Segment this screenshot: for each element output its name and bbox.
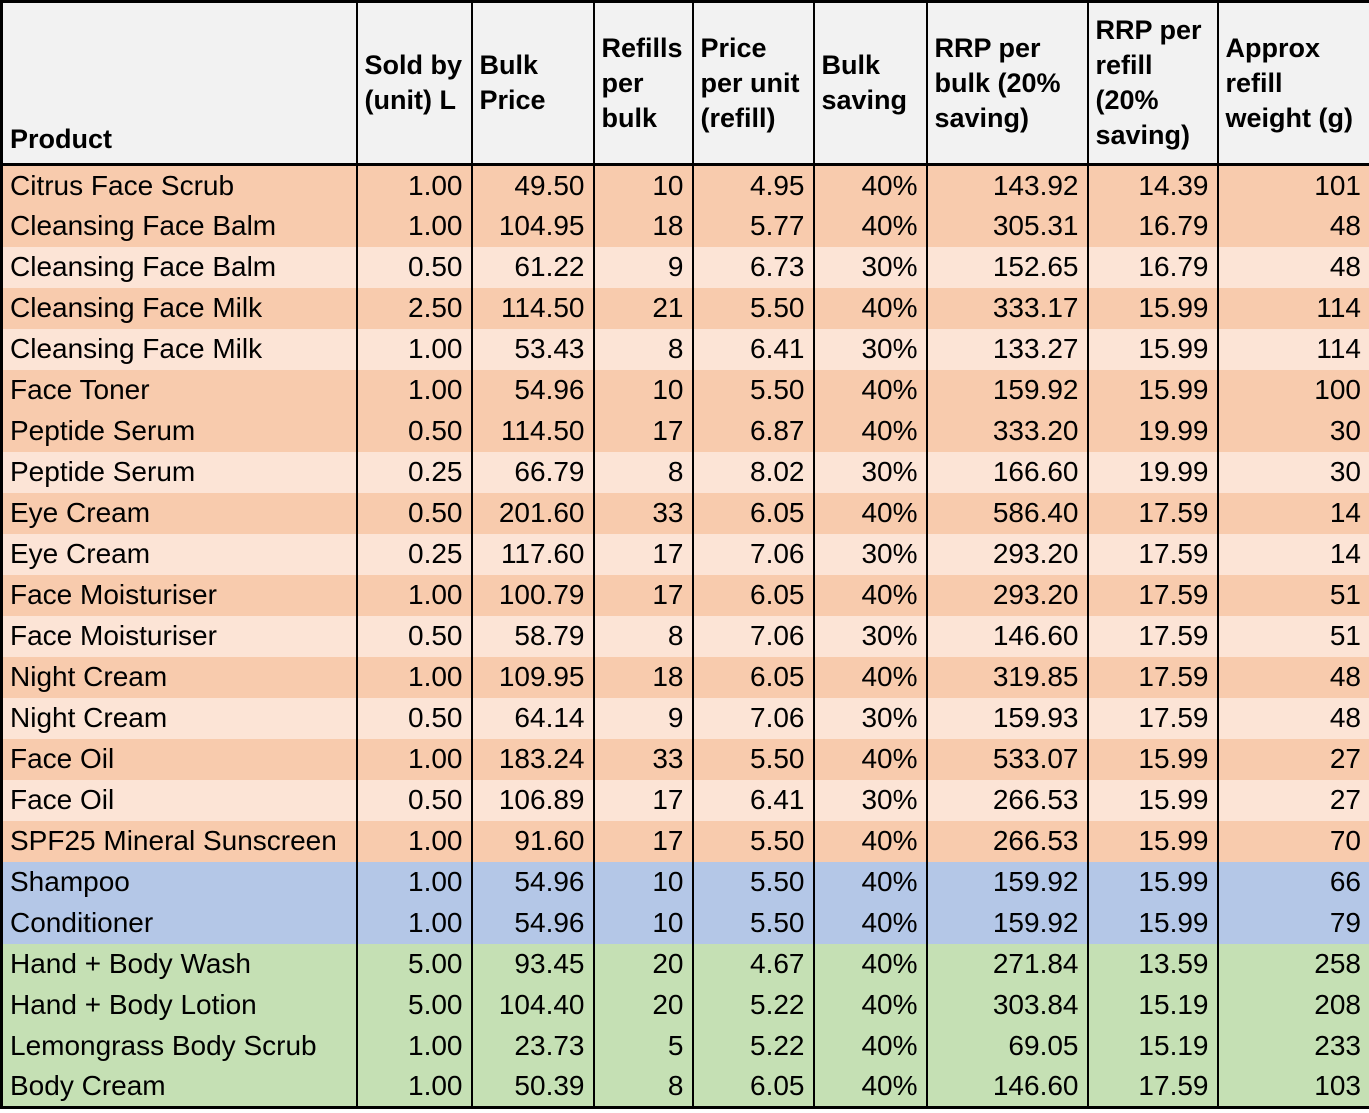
value-cell: 20: [594, 944, 693, 985]
table-row: [2, 329, 1369, 370]
table-row: [2, 985, 1369, 1026]
product-cell: Cleansing Face Milk: [2, 329, 357, 370]
value-cell: 533.07: [927, 739, 1088, 780]
value-cell: 114: [1218, 288, 1369, 329]
value-cell: 0.50: [357, 493, 472, 534]
value-cell: 101: [1218, 165, 1369, 206]
value-cell: 114: [1218, 329, 1369, 370]
value-cell: 16.79: [1088, 206, 1218, 247]
value-cell: 79: [1218, 903, 1369, 944]
value-cell: 15.99: [1088, 903, 1218, 944]
value-cell: 30%: [814, 247, 927, 288]
value-cell: 5.50: [693, 370, 814, 411]
value-cell: 51: [1218, 575, 1369, 616]
value-cell: 70: [1218, 821, 1369, 862]
value-cell: 103: [1218, 1067, 1369, 1108]
value-cell: 1.00: [357, 165, 472, 206]
value-cell: 48: [1218, 698, 1369, 739]
value-cell: 114.50: [472, 288, 594, 329]
product-cell: Citrus Face Scrub: [2, 165, 357, 206]
column-header-approx-refill-weight: Approx refill weight (g): [1218, 2, 1369, 165]
value-cell: 146.60: [927, 616, 1088, 657]
product-cell: Eye Cream: [2, 534, 357, 575]
value-cell: 18: [594, 657, 693, 698]
value-cell: 40%: [814, 903, 927, 944]
value-cell: 104.40: [472, 985, 594, 1026]
value-cell: 4.95: [693, 165, 814, 206]
table-row: [2, 944, 1369, 985]
value-cell: 15.99: [1088, 862, 1218, 903]
value-cell: 8: [594, 452, 693, 493]
table-row: [2, 206, 1369, 247]
value-cell: 159.92: [927, 862, 1088, 903]
value-cell: 6.87: [693, 411, 814, 452]
value-cell: 17.59: [1088, 534, 1218, 575]
value-cell: 61.22: [472, 247, 594, 288]
column-header-bulk-price: Bulk Price: [472, 2, 594, 165]
value-cell: 1.00: [357, 903, 472, 944]
value-cell: 40%: [814, 739, 927, 780]
value-cell: 54.96: [472, 862, 594, 903]
value-cell: 23.73: [472, 1026, 594, 1067]
value-cell: 1.00: [357, 1067, 472, 1108]
value-cell: 18: [594, 206, 693, 247]
value-cell: 48: [1218, 206, 1369, 247]
value-cell: 5.50: [693, 288, 814, 329]
value-cell: 40%: [814, 862, 927, 903]
value-cell: 5.00: [357, 944, 472, 985]
product-cell: Hand + Body Wash: [2, 944, 357, 985]
value-cell: 93.45: [472, 944, 594, 985]
column-header-rrp-per-bulk: RRP per bulk (20% saving): [927, 2, 1088, 165]
value-cell: 30%: [814, 616, 927, 657]
column-header-product: Product: [2, 2, 357, 165]
value-cell: 30%: [814, 698, 927, 739]
value-cell: 0.25: [357, 534, 472, 575]
table-row: [2, 780, 1369, 821]
value-cell: 143.92: [927, 165, 1088, 206]
product-cell: Face Moisturiser: [2, 616, 357, 657]
value-cell: 10: [594, 370, 693, 411]
value-cell: 13.59: [1088, 944, 1218, 985]
product-cell: Eye Cream: [2, 493, 357, 534]
value-cell: 58.79: [472, 616, 594, 657]
value-cell: 40%: [814, 1067, 927, 1108]
value-cell: 53.43: [472, 329, 594, 370]
table-row: [2, 575, 1369, 616]
value-cell: 40%: [814, 370, 927, 411]
value-cell: 159.93: [927, 698, 1088, 739]
value-cell: 305.31: [927, 206, 1088, 247]
table-row: [2, 247, 1369, 288]
value-cell: 6.41: [693, 780, 814, 821]
value-cell: 183.24: [472, 739, 594, 780]
value-cell: 7.06: [693, 534, 814, 575]
table-row: [2, 616, 1369, 657]
value-cell: 0.50: [357, 780, 472, 821]
value-cell: 152.65: [927, 247, 1088, 288]
product-cell: Cleansing Face Balm: [2, 247, 357, 288]
value-cell: 133.27: [927, 329, 1088, 370]
value-cell: 17: [594, 780, 693, 821]
value-cell: 48: [1218, 657, 1369, 698]
value-cell: 117.60: [472, 534, 594, 575]
value-cell: 5.22: [693, 1026, 814, 1067]
value-cell: 319.85: [927, 657, 1088, 698]
table-row: [2, 903, 1369, 944]
value-cell: 5.50: [693, 903, 814, 944]
table-row: [2, 1026, 1369, 1067]
product-cell: Shampoo: [2, 862, 357, 903]
value-cell: 33: [594, 493, 693, 534]
value-cell: 293.20: [927, 575, 1088, 616]
value-cell: 40%: [814, 657, 927, 698]
value-cell: 14: [1218, 534, 1369, 575]
value-cell: 15.99: [1088, 288, 1218, 329]
table-row: [2, 534, 1369, 575]
value-cell: 166.60: [927, 452, 1088, 493]
value-cell: 8: [594, 1067, 693, 1108]
value-cell: 69.05: [927, 1026, 1088, 1067]
value-cell: 17: [594, 575, 693, 616]
product-cell: Peptide Serum: [2, 411, 357, 452]
column-header-sold-by-unit: Sold by (unit) L: [357, 2, 472, 165]
table-row: [2, 657, 1369, 698]
product-cell: SPF25 Mineral Sunscreen: [2, 821, 357, 862]
value-cell: 15.99: [1088, 370, 1218, 411]
value-cell: 40%: [814, 985, 927, 1026]
value-cell: 30%: [814, 780, 927, 821]
value-cell: 51: [1218, 616, 1369, 657]
product-cell: Face Oil: [2, 739, 357, 780]
product-cell: Cleansing Face Balm: [2, 206, 357, 247]
value-cell: 5.50: [693, 739, 814, 780]
value-cell: 1.00: [357, 206, 472, 247]
table-row: [2, 862, 1369, 903]
product-cell: Cleansing Face Milk: [2, 288, 357, 329]
value-cell: 17: [594, 534, 693, 575]
value-cell: 9: [594, 698, 693, 739]
value-cell: 40%: [814, 165, 927, 206]
value-cell: 40%: [814, 821, 927, 862]
column-header-rrp-per-refill: RRP per refill (20% saving): [1088, 2, 1218, 165]
product-cell: Body Cream: [2, 1067, 357, 1108]
value-cell: 27: [1218, 739, 1369, 780]
column-header-refills-per-bulk: Refills per bulk: [594, 2, 693, 165]
value-cell: 40%: [814, 944, 927, 985]
value-cell: 17.59: [1088, 616, 1218, 657]
value-cell: 0.50: [357, 616, 472, 657]
table-row: [2, 1067, 1369, 1108]
table-row: [2, 739, 1369, 780]
value-cell: 1.00: [357, 739, 472, 780]
value-cell: 9: [594, 247, 693, 288]
value-cell: 40%: [814, 411, 927, 452]
value-cell: 159.92: [927, 903, 1088, 944]
value-cell: 303.84: [927, 985, 1088, 1026]
value-cell: 201.60: [472, 493, 594, 534]
product-cell: Lemongrass Body Scrub: [2, 1026, 357, 1067]
table-row: [2, 821, 1369, 862]
value-cell: 15.99: [1088, 780, 1218, 821]
value-cell: 10: [594, 165, 693, 206]
value-cell: 1.00: [357, 862, 472, 903]
value-cell: 30: [1218, 452, 1369, 493]
value-cell: 333.17: [927, 288, 1088, 329]
value-cell: 0.50: [357, 698, 472, 739]
table-row: [2, 288, 1369, 329]
value-cell: 1.00: [357, 329, 472, 370]
table-row: [2, 411, 1369, 452]
value-cell: 17.59: [1088, 575, 1218, 616]
product-cell: Night Cream: [2, 698, 357, 739]
value-cell: 40%: [814, 206, 927, 247]
value-cell: 258: [1218, 944, 1369, 985]
value-cell: 40%: [814, 1026, 927, 1067]
value-cell: 40%: [814, 493, 927, 534]
value-cell: 15.99: [1088, 821, 1218, 862]
value-cell: 1.00: [357, 575, 472, 616]
value-cell: 15.99: [1088, 739, 1218, 780]
product-cell: Face Moisturiser: [2, 575, 357, 616]
value-cell: 27: [1218, 780, 1369, 821]
value-cell: 7.06: [693, 616, 814, 657]
value-cell: 1.00: [357, 370, 472, 411]
product-cell: Conditioner: [2, 903, 357, 944]
table-header: [2, 2, 1369, 165]
column-header-bulk-saving: Bulk saving: [814, 2, 927, 165]
value-cell: 6.41: [693, 329, 814, 370]
table-row: [2, 370, 1369, 411]
product-cell: Hand + Body Lotion: [2, 985, 357, 1026]
value-cell: 2.50: [357, 288, 472, 329]
value-cell: 10: [594, 903, 693, 944]
product-cell: Face Oil: [2, 780, 357, 821]
value-cell: 6.73: [693, 247, 814, 288]
table-row: [2, 452, 1369, 493]
value-cell: 91.60: [472, 821, 594, 862]
value-cell: 30: [1218, 411, 1369, 452]
value-cell: 19.99: [1088, 411, 1218, 452]
table-body: [2, 165, 1369, 1108]
value-cell: 5.22: [693, 985, 814, 1026]
value-cell: 4.67: [693, 944, 814, 985]
value-cell: 109.95: [472, 657, 594, 698]
value-cell: 8: [594, 616, 693, 657]
value-cell: 266.53: [927, 821, 1088, 862]
value-cell: 7.06: [693, 698, 814, 739]
value-cell: 5.50: [693, 821, 814, 862]
value-cell: 1.00: [357, 657, 472, 698]
table-row: [2, 698, 1369, 739]
value-cell: 5.50: [693, 862, 814, 903]
value-cell: 30%: [814, 452, 927, 493]
value-cell: 15.19: [1088, 985, 1218, 1026]
value-cell: 6.05: [693, 493, 814, 534]
value-cell: 30%: [814, 329, 927, 370]
value-cell: 54.96: [472, 370, 594, 411]
value-cell: 5: [594, 1026, 693, 1067]
value-cell: 1.00: [357, 821, 472, 862]
product-cell: Night Cream: [2, 657, 357, 698]
value-cell: 14: [1218, 493, 1369, 534]
value-cell: 233: [1218, 1026, 1369, 1067]
value-cell: 5.77: [693, 206, 814, 247]
value-cell: 6.05: [693, 575, 814, 616]
value-cell: 50.39: [472, 1067, 594, 1108]
value-cell: 17: [594, 411, 693, 452]
value-cell: 54.96: [472, 903, 594, 944]
value-cell: 21: [594, 288, 693, 329]
value-cell: 586.40: [927, 493, 1088, 534]
value-cell: 16.79: [1088, 247, 1218, 288]
value-cell: 66: [1218, 862, 1369, 903]
value-cell: 17.59: [1088, 698, 1218, 739]
value-cell: 6.05: [693, 657, 814, 698]
value-cell: 10: [594, 862, 693, 903]
value-cell: 146.60: [927, 1067, 1088, 1108]
value-cell: 266.53: [927, 780, 1088, 821]
value-cell: 6.05: [693, 1067, 814, 1108]
value-cell: 5.00: [357, 985, 472, 1026]
table-row: [2, 165, 1369, 206]
value-cell: 49.50: [472, 165, 594, 206]
value-cell: 208: [1218, 985, 1369, 1026]
value-cell: 106.89: [472, 780, 594, 821]
value-cell: 17: [594, 821, 693, 862]
value-cell: 17.59: [1088, 1067, 1218, 1108]
value-cell: 17.59: [1088, 493, 1218, 534]
value-cell: 8: [594, 329, 693, 370]
value-cell: 293.20: [927, 534, 1088, 575]
value-cell: 15.19: [1088, 1026, 1218, 1067]
value-cell: 30%: [814, 534, 927, 575]
value-cell: 0.25: [357, 452, 472, 493]
value-cell: 14.39: [1088, 165, 1218, 206]
value-cell: 17.59: [1088, 657, 1218, 698]
value-cell: 19.99: [1088, 452, 1218, 493]
value-cell: 8.02: [693, 452, 814, 493]
value-cell: 0.50: [357, 411, 472, 452]
value-cell: 48: [1218, 247, 1369, 288]
value-cell: 20: [594, 985, 693, 1026]
value-cell: 333.20: [927, 411, 1088, 452]
value-cell: 66.79: [472, 452, 594, 493]
value-cell: 33: [594, 739, 693, 780]
value-cell: 100.79: [472, 575, 594, 616]
value-cell: 159.92: [927, 370, 1088, 411]
product-cell: Face Toner: [2, 370, 357, 411]
column-header-price-per-unit: Price per unit (refill): [693, 2, 814, 165]
value-cell: 271.84: [927, 944, 1088, 985]
header-row: [2, 2, 1369, 165]
value-cell: 114.50: [472, 411, 594, 452]
value-cell: 0.50: [357, 247, 472, 288]
value-cell: 40%: [814, 288, 927, 329]
table-row: [2, 493, 1369, 534]
value-cell: 64.14: [472, 698, 594, 739]
value-cell: 15.99: [1088, 329, 1218, 370]
value-cell: 1.00: [357, 1026, 472, 1067]
value-cell: 104.95: [472, 206, 594, 247]
product-cell: Peptide Serum: [2, 452, 357, 493]
value-cell: 100: [1218, 370, 1369, 411]
value-cell: 40%: [814, 575, 927, 616]
